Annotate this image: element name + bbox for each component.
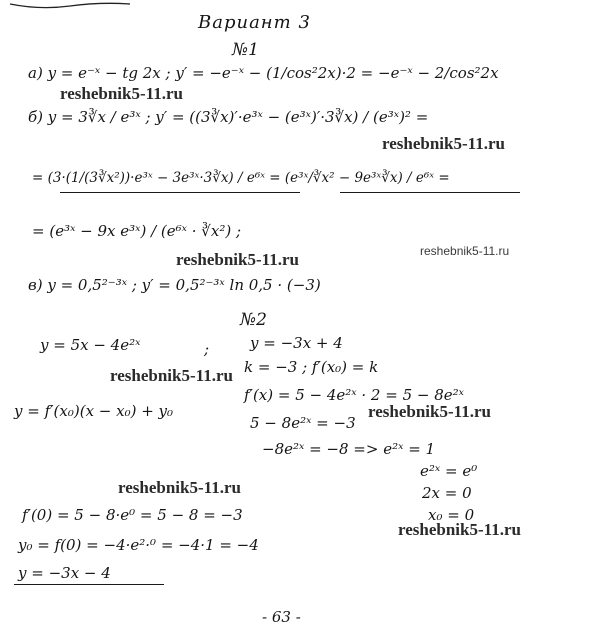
task2-given-fn: y = 5x − 4e²ˣ	[40, 336, 141, 354]
watermark-1: reshebnik5-11.ru	[60, 84, 183, 103]
task2-eq-line1: 5 − 8e²ˣ = −3	[250, 414, 356, 432]
task2-separator: ;	[204, 340, 210, 358]
fraction-bar-2	[340, 192, 520, 193]
task2-eq-line5: x₀ = 0	[428, 506, 475, 524]
task2-eq-line4: 2x = 0	[422, 484, 472, 502]
watermark-7: reshebnik5-11.ru	[118, 478, 241, 497]
task2-number: №2	[240, 310, 267, 330]
watermark-8: reshebnik5-11.ru	[398, 520, 521, 539]
task1-b-line2: = (3·(1/(3∛x²))·e³ˣ − 3e³ˣ·3∛x) / e⁶ˣ = (e³ˣ/∛x² − 9e³ˣ∛x) / e⁶ˣ =	[32, 170, 450, 186]
task2-y0-line: y₀ = f(0) = −4·e²·⁰ = −4·1 = −4	[18, 536, 259, 554]
task2-eq-line2: −8e²ˣ = −8 => e²ˣ = 1	[262, 440, 436, 458]
task2-f0-line: f′(0) = 5 − 8·e⁰ = 5 − 8 = −3	[22, 506, 243, 524]
task1-c-line: в) y = 0,5²⁻³ˣ ; y′ = 0,5²⁻³ˣ ln 0,5 · (−3)	[28, 276, 321, 294]
task1-b-line1: б) y = 3∛x / e³ˣ ; y′ = ((3∛x)′·e³ˣ − (e³ˣ)′·3∛x) / (e³ˣ)² =	[28, 108, 429, 126]
task2-deriv-line: f′(x) = 5 − 4e²ˣ · 2 = 5 − 8e²ˣ	[244, 386, 464, 404]
watermark-6: reshebnik5-11.ru	[368, 402, 491, 421]
page-number: - 63 -	[262, 608, 301, 626]
task2-answer: y = −3x − 4	[18, 564, 111, 582]
answer-underline	[14, 584, 164, 585]
fraction-bar-1	[60, 192, 300, 193]
watermark-2: reshebnik5-11.ru	[382, 134, 505, 153]
variant-title: Вариант 3	[198, 12, 311, 33]
task2-tangent-eq: y = f′(x₀)(x − x₀) + y₀	[14, 402, 174, 420]
task2-line-fn: y = −3x + 4	[250, 334, 343, 352]
watermark-4: reshebnik5-11.ru	[176, 250, 299, 269]
task1-number: №1	[232, 40, 259, 60]
task1-b-line3: = (e³ˣ − 9x e³ˣ) / (e⁶ˣ · ∛x²) ;	[32, 222, 242, 240]
watermark-3: reshebnik5-11.ru	[420, 244, 510, 258]
watermark-5: reshebnik5-11.ru	[110, 366, 233, 385]
top-scribble	[0, 0, 140, 14]
task2-k-line: k = −3 ; f′(x₀) = k	[244, 358, 379, 376]
task1-a-line: а) y = e⁻ˣ − tg 2x ; y′ = −e⁻ˣ − (1/cos²2x)·2 = −e⁻ˣ − 2/cos²2x	[28, 64, 499, 82]
task2-eq-line3: e²ˣ = e⁰	[420, 462, 478, 480]
